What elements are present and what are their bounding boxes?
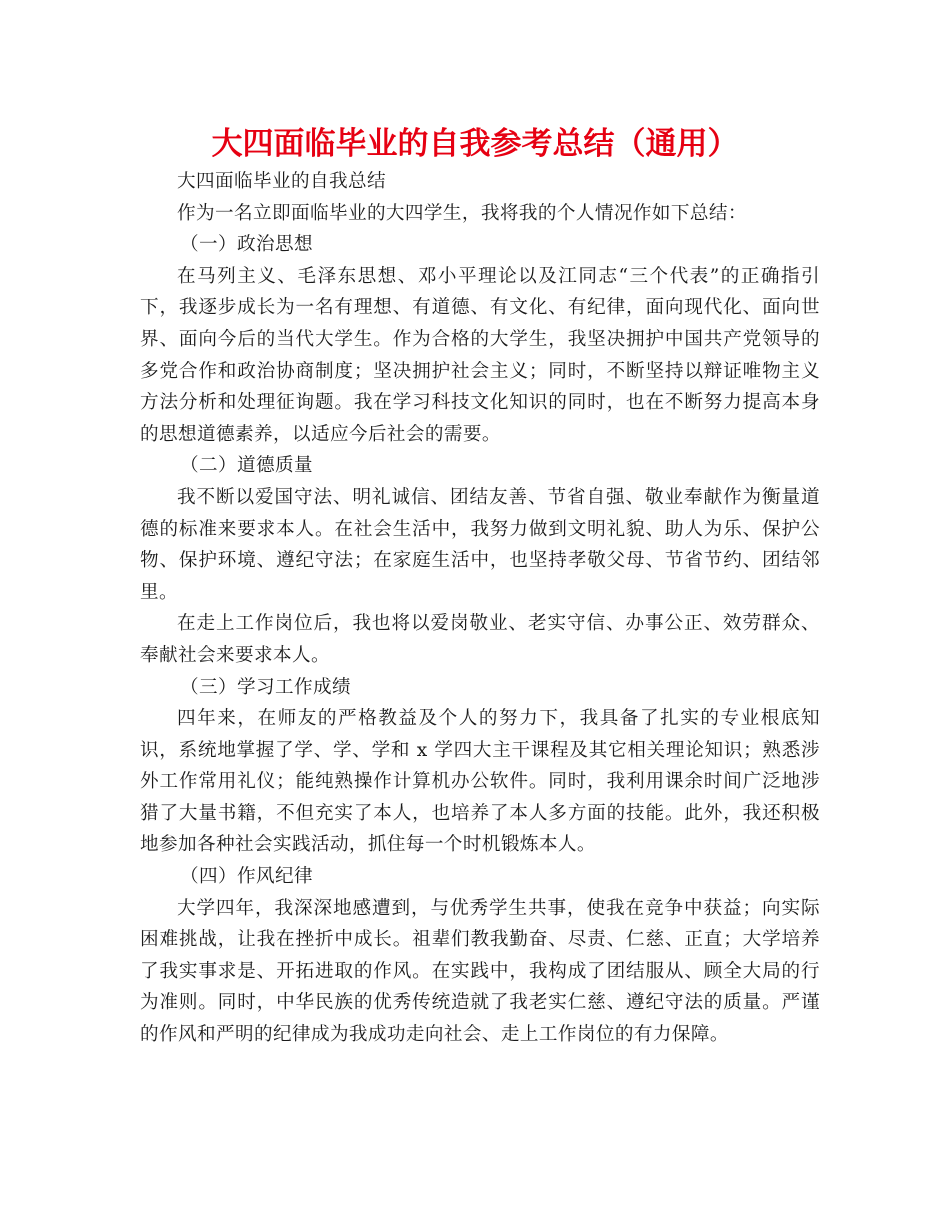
intro-paragraph: 作为一名立即面临毕业的大四学生，我将我的个人情况作如下总结：: [177, 202, 747, 224]
document-title: 大四面临毕业的自我参考总结（通用）: [211, 126, 739, 162]
document-body: [140, 166, 820, 1051]
section-heading-morality: （二）道德质量: [180, 455, 313, 477]
section-heading-study-work: （三）学习工作成绩: [180, 676, 351, 698]
section-paragraph: 四年来，在师友的严格教益及个人的努力下，我具备了扎实的专业根底知识，系统地掌握了学、学、学和 x 学四大主干课程及其它相关理论知识；熟悉涉外工作常用礼仪；能纯熟操作计算机办公软件。同时，我利用课余时间广泛地涉猎了大量书籍，不但充实了本人，也培养了本人多方面的技能。此外，我还积极地参加各种社会实践活动，抓住每一个时机锻炼本人。: [140, 708, 820, 856]
section-paragraph: 我不断以爱国守法、明礼诚信、团结友善、节省自强、敬业奉献作为衡量道德的标准来要求本人。在社会生活中，我努力做到文明礼貌、助人为乐、保护公物、保护环境、遵纪守法；在家庭生活中，也坚持孝敬父母、节省节约、团结邻里。: [140, 486, 820, 603]
section-heading-politics: （一）政治思想: [180, 234, 313, 256]
document-subtitle: 大四面临毕业的自我总结: [177, 171, 386, 192]
section-paragraph: 在马列主义、毛泽东思想、邓小平理论以及江同志“三个代表”的正确指引下，我逐步成长为一名有理想、有道德、有文化、有纪律，面向现代化、面向世界、面向今后的当代大学生。作为合格的大学生，我坚决拥护中国共产党领导的多党合作和政治协商制度；坚决拥护社会主义；同时，不断坚持以辩证唯物主义方法分析和处理征询题。我在学习科技文化知识的同时，也在不断努力提高本身的思想道德素养，以适应今后社会的需要。: [140, 265, 820, 445]
section-heading-discipline: （四）作风纪律: [180, 866, 313, 888]
section-paragraph: 大学四年，我深深地感遭到，与优秀学生共事，使我在竞争中获益；向实际困难挑战，让我在挫折中成长。祖辈们教我勤奋、尽责、仁慈、正直；大学培养了我实事求是、开拓进取的作风。在实践中，我构成了团结服从、顾全大局的行为准则。同时，中华民族的优秀传统造就了我老实仁慈、遵纪守法的质量。严谨的作风和严明的纪律成为我成功走向社会、走上工作岗位的有力保障。: [140, 897, 820, 1046]
section-paragraph: 在走上工作岗位后，我也将以爱岗敬业、老实守信、办事公正、效劳群众、奉献社会来要求本人。: [140, 613, 820, 666]
